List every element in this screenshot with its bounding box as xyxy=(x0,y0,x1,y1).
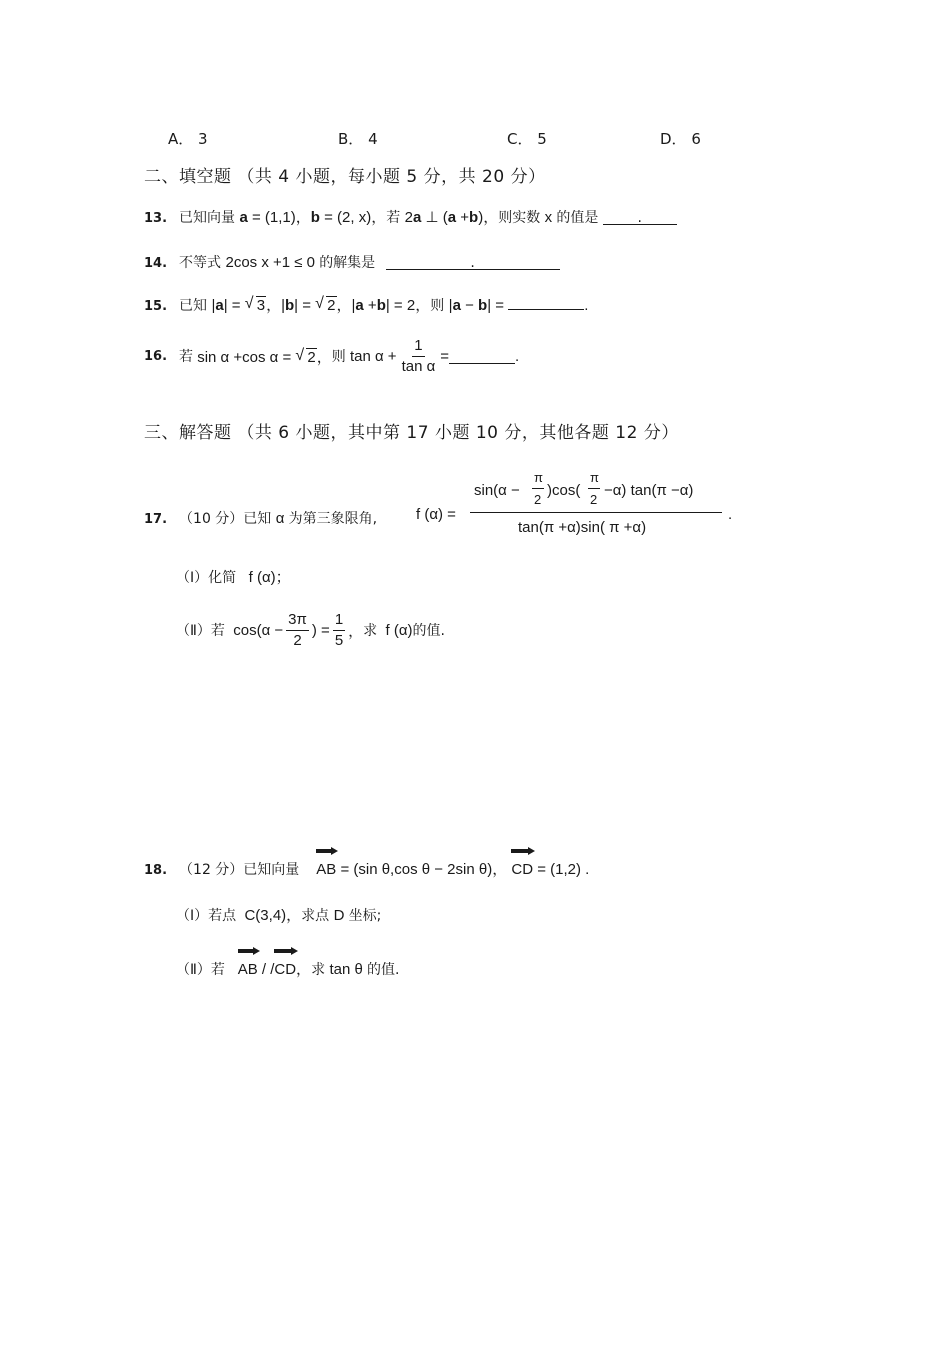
q17-part-2: （Ⅱ）若 cos(α − $\frac{3\pi}{2}$ ) = $\frac{1}{5}$ ， 求 f (α) 的值. xyxy=(176,610,445,649)
choice-a: A． 3 xyxy=(168,130,208,148)
question-13: 13. 已知向量 a = (1,1)，b = (2, x)，若 2a ⊥ (a +b)，则实数 x 的值是 . xyxy=(144,206,677,227)
q17-part-1: （Ⅰ）化简 f (α)； xyxy=(176,569,291,586)
question-14: 14. 不等式 2cos x +1 ≤ 0 的解集是 . xyxy=(144,252,560,272)
q18-part-2: （Ⅱ）若 AB / /CD ，求 tan θ 的值. xyxy=(176,958,400,979)
vector-ab-2: AB xyxy=(238,961,258,978)
q17-function-label: f (α) = xyxy=(416,506,456,523)
section-title-fill-in: 二、填空题 （共 4 小题，每小题 5 分，共 20 分） xyxy=(144,167,546,187)
choice-b: B． 4 xyxy=(338,130,378,148)
q18-part-1: （Ⅰ）若点 C(3,4)，求点 D 坐标; xyxy=(176,907,382,924)
q17-numerator: sin(α − xyxy=(474,482,520,499)
question-17: 17. （10 分）已知 α 为第三象限角, xyxy=(144,510,378,527)
choice-d: D． 6 xyxy=(660,130,701,148)
choice-c: C． 5 xyxy=(507,130,547,148)
answer-blank-16[interactable] xyxy=(449,349,515,364)
vector-cd-2: CD xyxy=(274,961,296,978)
answer-blank-14[interactable]: . xyxy=(386,255,560,270)
question-15: 15. 已知 |a| = √ 3，|b| = √ 2，|a +b| = 2，则 |a − b| = . xyxy=(144,294,588,315)
question-18: 18. （12 分）已知向量 AB = (sin θ,cos θ − 2sin θ)， CD = (1,2) . xyxy=(144,858,589,879)
q17-denominator: tan(π +α)sin( π +α) xyxy=(518,519,647,536)
vector-ab: AB xyxy=(316,861,336,878)
answer-blank-15[interactable] xyxy=(508,295,584,310)
question-16: 16. 若 sin α +cos α = √ 2， 则 tan α + $\frac{1}{\text{tan α}}$ = . xyxy=(144,332,519,380)
vector-cd: CD xyxy=(511,861,533,878)
answer-blank-13[interactable]: . xyxy=(603,210,677,225)
section-title-solutions: 三、解答题 （共 6 小题，其中第 17 小题 10 分，其他各题 12 分） xyxy=(144,423,679,443)
